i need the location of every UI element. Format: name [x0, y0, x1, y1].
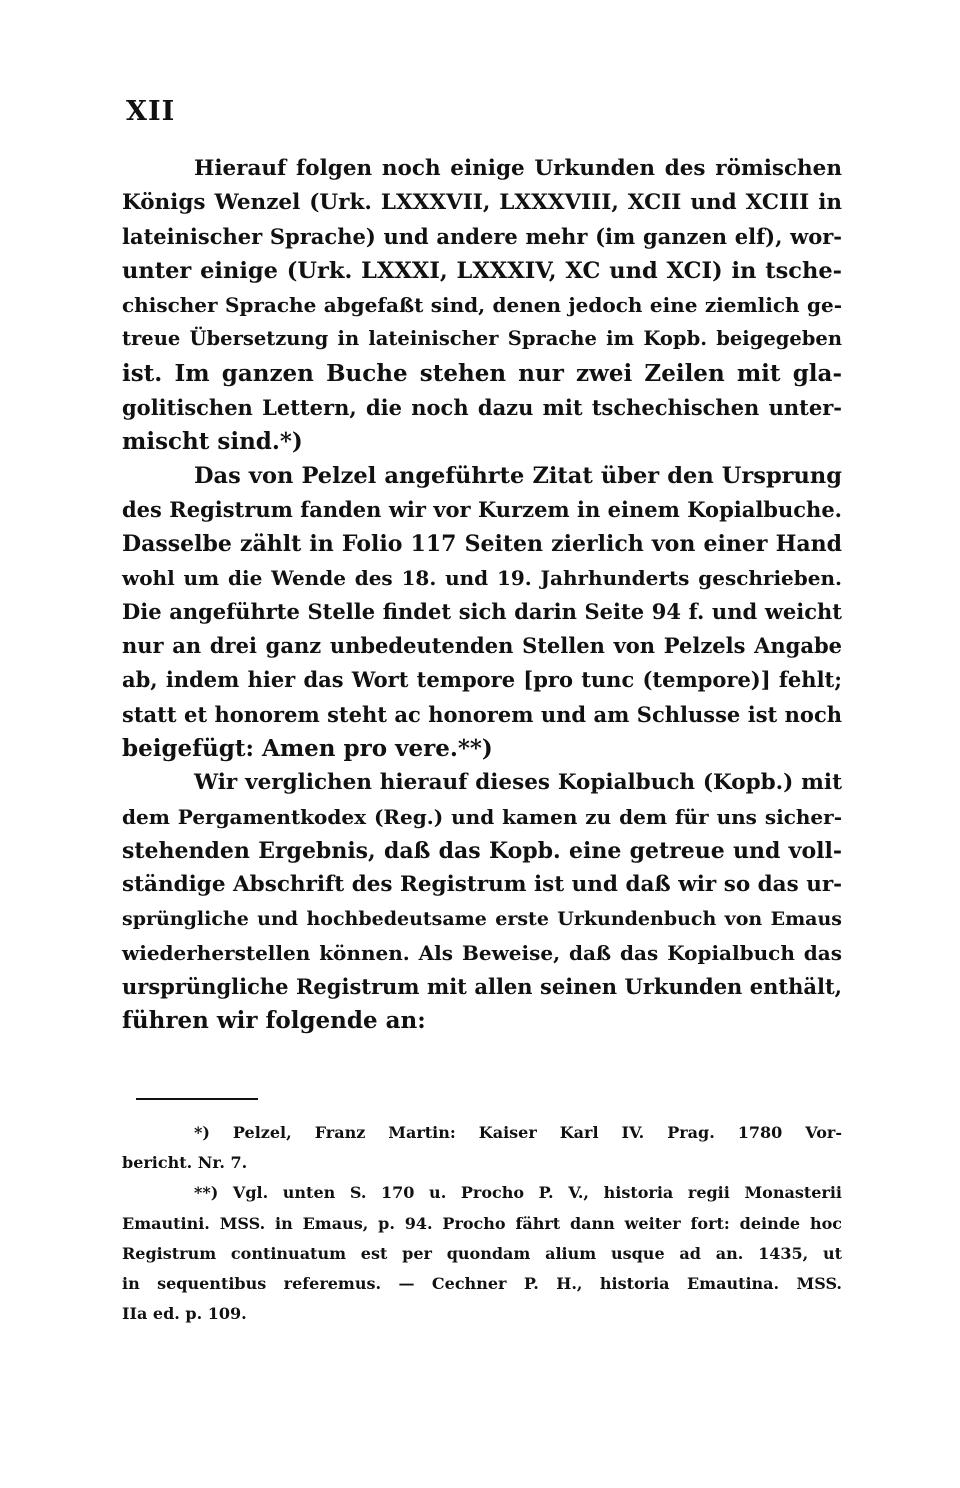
text-line: nur an drei ganz unbedeutenden Stellen von Pelzels Angabe	[122, 633, 842, 659]
main-text	[122, 152, 842, 1038]
text-line: unter einige (Urk. LXXXI, LXXXIV, XC und XCI) in tsche-	[122, 258, 842, 285]
text-line: Königs Wenzel (Urk. LXXXVII, LXXXVIII, XCII und XCIII in	[122, 190, 842, 216]
text-line: ständige Abschrift des Registrum ist und daß wir so das ur-	[122, 871, 843, 897]
text-line: golitischen Lettern, die noch dazu mit tschechischen unter-	[122, 394, 842, 420]
text-line: Wir verglichen hierauf dieses Kopialbuch (Kopb.) mit	[194, 769, 842, 795]
text-line: sprüngliche und hochbedeutsame erste Urkundenbuch von Emaus	[122, 908, 842, 931]
page-number: XII	[126, 96, 176, 127]
paragraph-1	[122, 152, 842, 459]
footnotes	[122, 1118, 842, 1329]
text-line: beigefügt: Amen pro vere.**)	[122, 734, 493, 762]
text-line: statt et honorem steht ac honorem und am Schlusse ist noch	[122, 701, 842, 727]
footnote-line: Emautini. MSS. in Emaus, p. 94. Procho fährt dann weiter fort: deinde hoc	[122, 1213, 842, 1233]
text-line: treue Übersetzung in lateinischer Sprache im Kopb. beigegeben	[122, 327, 842, 351]
text-line: Das von Pelzel angeführte Zitat über den Ursprung	[194, 462, 842, 489]
footnote-line: in sequentibus referemus. — Cechner P. H., historia Emautina. MSS.	[122, 1273, 842, 1293]
text-line: dem Pergamentkodex (Reg.) und kamen zu dem für uns sicher-	[122, 804, 842, 829]
footnote-divider	[136, 1098, 258, 1100]
text-line: Die angeführte Stelle findet sich darin Seite 94 f. und weicht	[122, 599, 842, 625]
text-line: ist. Im ganzen Buche stehen nur zwei Zeilen mit gla-	[122, 359, 842, 387]
text-line: mischt sind.*)	[122, 427, 303, 455]
footnote-line: bericht. Nr. 7.	[122, 1153, 248, 1173]
text-line: Dasselbe zählt in Folio 117 Seiten zierlich von einer Hand	[122, 531, 842, 558]
footnote-1	[122, 1118, 842, 1178]
text-line: chischer Sprache abgefaßt sind, denen jedoch eine ziemlich ge-	[122, 293, 842, 318]
text-line: wohl um die Wende des 18. und 19. Jahrhunderts geschrieben.	[122, 566, 842, 591]
text-line: wiederherstellen können. Als Beweise, daß das Kopialbuch das	[122, 941, 842, 966]
footnote-2	[122, 1178, 842, 1329]
text-line: Hierauf folgen noch einige Urkunden des römischen	[194, 156, 842, 181]
text-line: führen wir folgende an:	[122, 1007, 426, 1035]
footnote-line: IIa ed. p. 109.	[122, 1304, 247, 1324]
text-line: ab, indem hier das Wort tempore [pro tunc (tempore)] fehlt;	[122, 667, 842, 693]
text-line: ursprüngliche Registrum mit allen seinen Urkunden enthält,	[122, 974, 842, 1000]
paragraph-3	[122, 766, 842, 1039]
paragraph-2	[122, 459, 842, 766]
footnote-line: *) Pelzel, Franz Martin: Kaiser Karl IV. Prag. 1780 Vor-	[194, 1123, 842, 1142]
text-line: lateinischer Sprache) und andere mehr (im ganzen elf), wor-	[122, 224, 842, 250]
footnote-line: **) Vgl. unten S. 170 u. Procho P. V., historia regii Monasterii	[194, 1183, 842, 1203]
text-line: stehenden Ergebnis, daß das Kopb. eine getreue und voll-	[122, 837, 842, 864]
footnote-line: Registrum continuatum est per quondam alium usque ad an. 1435, ut	[122, 1243, 842, 1263]
text-line: des Registrum fanden wir vor Kurzem in einem Kopialbuche.	[122, 496, 842, 522]
